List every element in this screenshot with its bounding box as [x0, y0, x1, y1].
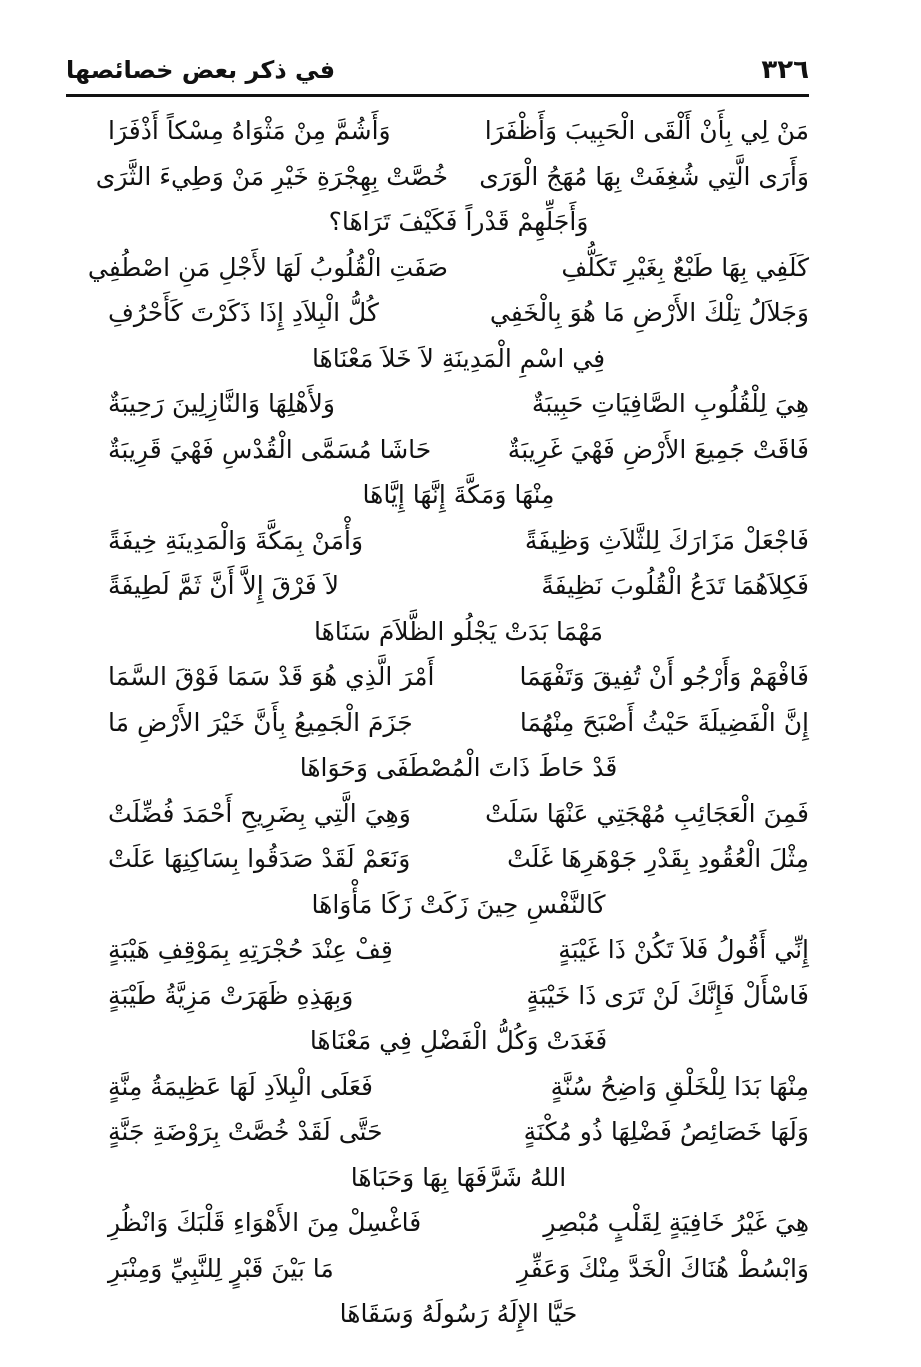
- verse-first-hemistich: فَاقَتْ جَمِيعَ الأَرْضِ فَهْيَ غَرِيبَةٌ: [507, 434, 809, 464]
- verse-second-hemistich: صَفَتِ الْقُلُوبُ لَهَا لأَجْلِ مَنِ اصْطُفِي: [87, 252, 448, 282]
- verse-line: [108, 427, 809, 473]
- verse-line: [108, 1109, 809, 1155]
- verse-first-hemistich: هِيَ لِلْقُلُوبِ الصَّافِيَاتِ حَبِيبَةٌ: [531, 389, 809, 419]
- verse-first-hemistich: فَمِنَ الْعَجَائِبِ مُهْجَتِي عَنْهَا سَلَتْ: [485, 798, 809, 828]
- verse-first-hemistich: فَاسْأَلْ فَإِنَّكَ لَنْ تَرَى ذَا خَيْبَةٍ: [526, 980, 809, 1010]
- verse-line: [108, 381, 809, 427]
- verse-second-hemistich: وَبِهَذِهِ ظَهَرَتْ مَزِيَّةُ طَيْبَةٍ: [108, 980, 354, 1010]
- verse-line: [108, 791, 809, 837]
- verse-second-hemistich: جَزَمَ الْجَمِيعُ بِأَنَّ خَيْرَ الأَرْضِ مَا: [108, 707, 413, 737]
- verse-second-hemistich: لاَ فَرْقَ إِلاَّ أَنَّ ثَمَّ لَطِيفَةً: [108, 571, 339, 601]
- verse-second-hemistich: مَا بَيْنَ قَبْرٍ لِلنَّبِيِّ وَمِنْبَرِ: [108, 1253, 334, 1283]
- verse-first-hemistich: فَافْهَمْ وَأَرْجُو أَنْ تُفِيقَ وَتَفْهَمَا: [519, 662, 809, 692]
- verse-second-hemistich: حَاشَا مُسَمَّى الْقُدْسِ فَهْيَ قَرِيبَةٌ: [108, 434, 432, 464]
- verse-second-hemistich: وَلأَهْلِهَا وَالنَّازِلِينَ رَحِيبَةٌ: [108, 389, 335, 419]
- verse-second-hemistich: وَهِيَ الَّتِي بِضَرِيحِ أَحْمَدَ فُضِّلَتْ: [108, 798, 411, 828]
- verse-line: [108, 927, 809, 973]
- verse-second-hemistich: كُلُّ الْبِلاَدِ إِذَا ذَكَرْتَ كَأَحْرُفِ: [108, 298, 379, 328]
- verse-first-hemistich: مِثْلَ الْعُقُودِ بِقَدْرِ جَوْهَرِهَا غَلَتْ: [507, 844, 809, 874]
- verse-first-hemistich: فَكِلاَهُمَا تَدَعُ الْقُلُوبَ نَظِيفَةً: [541, 571, 809, 601]
- running-title: في ذكر بعض خصائصها: [66, 56, 336, 84]
- verse-line: [108, 563, 809, 609]
- poem-stanza: [108, 518, 809, 655]
- verse-line: [108, 973, 809, 1019]
- stanza-refrain: مِنْهَا وَمَكَّةَ إِنَّهَا إِيَّاهَا: [362, 480, 555, 510]
- verse-second-hemistich: حَتَّى لَقَدْ خُصَّتْ بِرَوْضَةِ جَنَّةٍ: [108, 1117, 383, 1147]
- poem-stanza: [108, 381, 809, 518]
- verse-line: [108, 1064, 809, 1110]
- verse-line: [108, 836, 809, 882]
- verse-line: [95, 154, 809, 200]
- verse-first-hemistich: فَاجْعَلْ مَزَارَكَ لِلثَّلاَثِ وَظِيفَةً: [524, 525, 809, 555]
- verse-second-hemistich: وَأْمَنْ بِمَكَّةَ وَالْمَدِينَةِ خِيفَةً: [108, 525, 364, 555]
- verse-first-hemistich: وَلَهَا خَصَائِصُ فَضْلِهَا ذُو مُكْنَةٍ: [523, 1117, 809, 1147]
- stanza-refrain: وَأَجَلِّهِمْ قَدْراً فَكَيْفَ تَرَاهَا؟: [328, 207, 589, 237]
- verse-second-hemistich: أَمْرَ الَّذِي هُوَ قَدْ سَمَا فَوْقَ السَّمَا: [108, 662, 435, 692]
- poem-stanza: [108, 1064, 809, 1201]
- verse-second-hemistich: وَنَعَمْ لَقَدْ صَدَقُوا بِسَاكِنِهَا عَلَتْ: [108, 844, 411, 874]
- page-number: ٣٢٦: [761, 55, 809, 85]
- verse-second-hemistich: قِفْ عِنْدَ حُجْرَتِهِ بِمَوْقِفِ هَيْبَةٍ: [108, 935, 393, 965]
- verse-second-hemistich: فَاغْسِلْ مِنَ الأَهْوَاءِ قَلْبَكَ وَانْظُرِ: [108, 1208, 422, 1238]
- stanza-refrain: مَهْمَا بَدَتْ يَجْلُو الظَّلاَمَ سَنَاهَا: [313, 616, 604, 646]
- stanza-refrain: اللهُ شَرَّفَهَا بِهَا وَحَبَاهَا: [350, 1162, 567, 1192]
- verse-line: [108, 1246, 809, 1292]
- verse-line: [108, 108, 809, 154]
- verse-first-hemistich: إِنَّ الْفَضِيلَةَ حَيْثُ أَصْبَحَ مِنْهُمَا: [519, 707, 809, 737]
- verse-line: [108, 518, 809, 564]
- stanza-refrain: حَيَّا الإِلَهُ رَسُولَهُ وَسَقَاهَا: [339, 1299, 578, 1329]
- verse-first-hemistich: إِنِّي أَقُولُ فَلاَ تَكُنْ ذَا غَيْبَةٍ: [558, 935, 809, 965]
- verse-second-hemistich: وَأَشُمَّ مِنْ مَثْوَاهُ مِسْكاً أَذْفَرَا: [108, 116, 391, 146]
- poem-stanza: [108, 654, 809, 791]
- stanza-refrain: قَدْ حَاطَ ذَاتَ الْمُصْطَفَى وَحَوَاهَا: [299, 753, 618, 783]
- verse-line: [87, 245, 809, 291]
- verse-first-hemistich: مَنْ لِي بِأَنْ أَلْقَى الْحَبِيبَ وَأَظْفَرَا: [484, 116, 809, 146]
- verse-line: [108, 1200, 809, 1246]
- verse-first-hemistich: مِنْهَا بَدَا لِلْخَلْقِ وَاضِحُ سُنَّةٍ: [550, 1071, 809, 1101]
- poem-stanza: [108, 927, 809, 1064]
- stanza-refrain: كَالنَّفْسِ حِينَ زَكَتْ زَكَا مَأْوَاهَا: [311, 889, 606, 919]
- verse-first-hemistich: وَجَلاَلُ تِلْكَ الأَرْضِ مَا هُوَ بِالْخَفِي: [489, 298, 809, 328]
- page-header: [66, 46, 809, 97]
- verse-line: [108, 290, 809, 336]
- stanza-refrain: فَغَدَتْ وَكُلُّ الْفَضْلِ فِي مَعْنَاهَا: [309, 1026, 608, 1056]
- verse-line: [108, 700, 809, 746]
- poem-stanza: [108, 1200, 809, 1337]
- verse-first-hemistich: وَأَرَى الَّتِي شُغِفَتْ بِهَا مُهَجُ الْوَرَى: [479, 161, 809, 191]
- stanza-refrain: فِي اسْمِ الْمَدِينَةِ لاَ خَلاَ مَعْنَاهَا: [311, 343, 606, 373]
- verse-line: [108, 654, 809, 700]
- poem-stanza: [108, 791, 809, 928]
- verse-first-hemistich: هِيَ غَيْرُ خَافِيَةٍ لِقَلْبٍ مُبْصِرِ: [543, 1208, 809, 1238]
- verse-second-hemistich: فَعَلَى الْبِلاَدِ لَهَا عَظِيمَةُ مِنَّةٍ: [108, 1071, 373, 1101]
- verse-second-hemistich: خُصَّتْ بِهِجْرَةِ خَيْرِ مَنْ وَطِيءَ الثَّرَى: [95, 161, 448, 191]
- poem-body: [87, 108, 809, 1337]
- poem-stanza: [95, 108, 809, 245]
- verse-first-hemistich: كَلَفِي بِهَا طَبْعٌ بِغَيْرِ تَكَلُّفِ: [561, 252, 809, 282]
- poem-stanza: [87, 245, 809, 382]
- verse-first-hemistich: وَابْسُطْ هُنَاكَ الْخَدَّ مِنْكَ وَعَفِّرِ: [516, 1253, 809, 1283]
